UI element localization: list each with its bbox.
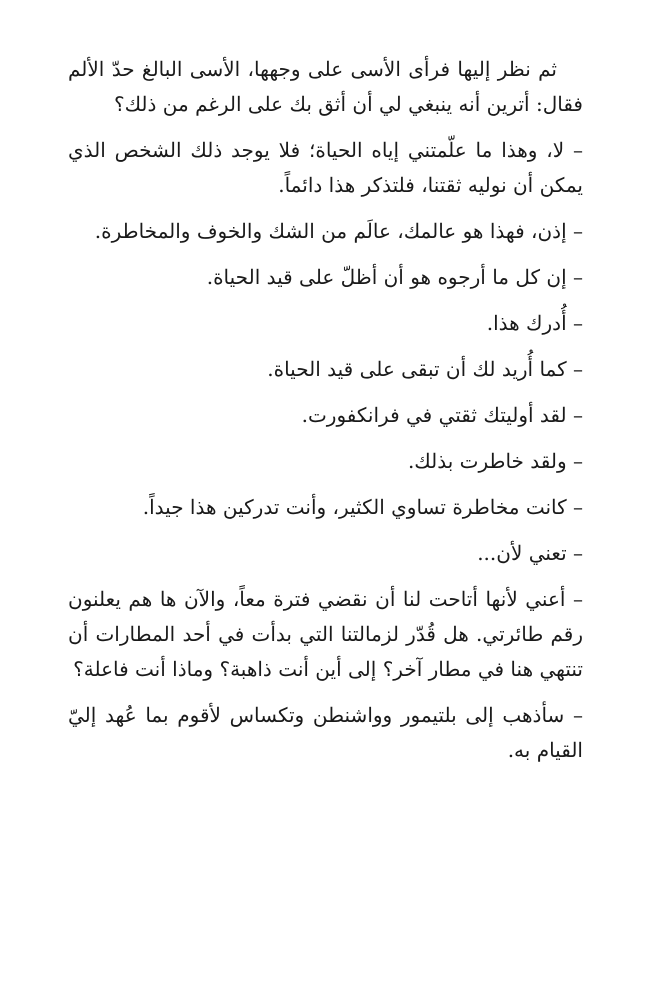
dialogue-line: – إذن، فهذا هو عالمك، عالَم من الشك والخوف والمخاطرة. — [94, 219, 583, 243]
dialogue-line: – كانت مخاطرة تساوي الكثير، وأنت تدركين هذا جيداً. — [142, 495, 583, 519]
dialogue-line: – إن كل ما أرجوه هو أن أظلّ على قيد الحياة. — [206, 265, 583, 289]
narration-paragraph: ثم نظر إليها فرأى الأسى على وجهها، الأسى البالغ حدّ الألم فقال: أترين أنه ينبغي لي أن أثق بك على الرغم من ذلك؟ — [68, 57, 583, 116]
dialogue-line: – تعني لأن... — [477, 541, 583, 565]
dialogue-line: – أُدرك هذا. — [486, 311, 583, 335]
dialogue-line: – سأذهب إلى بلتيمور وواشنطن وتكساس لأقوم بما عُهد إليّ القيام به. — [68, 703, 583, 762]
dialogue-line: – لقد أوليتك ثقتي في فرانكفورت. — [301, 403, 583, 427]
dialogue-line: – لا، وهذا ما علّمتني إياه الحياة؛ فلا يوجد ذلك الشخص الذي يمكن أن نوليه ثقتنا، فلتذكر هذا دائماً. — [68, 138, 583, 197]
dialogue-line: – أعني لأنها أتاحت لنا أن نقضي فترة معاً، والآن ها هم يعلنون رقم طائرتي. هل قُدّر لزمالتنا التي بدأت في أحد المطارات أن تنتهي هنا في مطار آخر؟ إلى أين أنت ذاهبة؟ وماذا أنت فاعلة؟ — [68, 587, 583, 681]
document-page — [68, 52, 583, 779]
dialogue-line: – كما أُريد لك أن تبقى على قيد الحياة. — [267, 357, 583, 381]
dialogue-line: – ولقد خاطرت بذلك. — [407, 449, 583, 473]
